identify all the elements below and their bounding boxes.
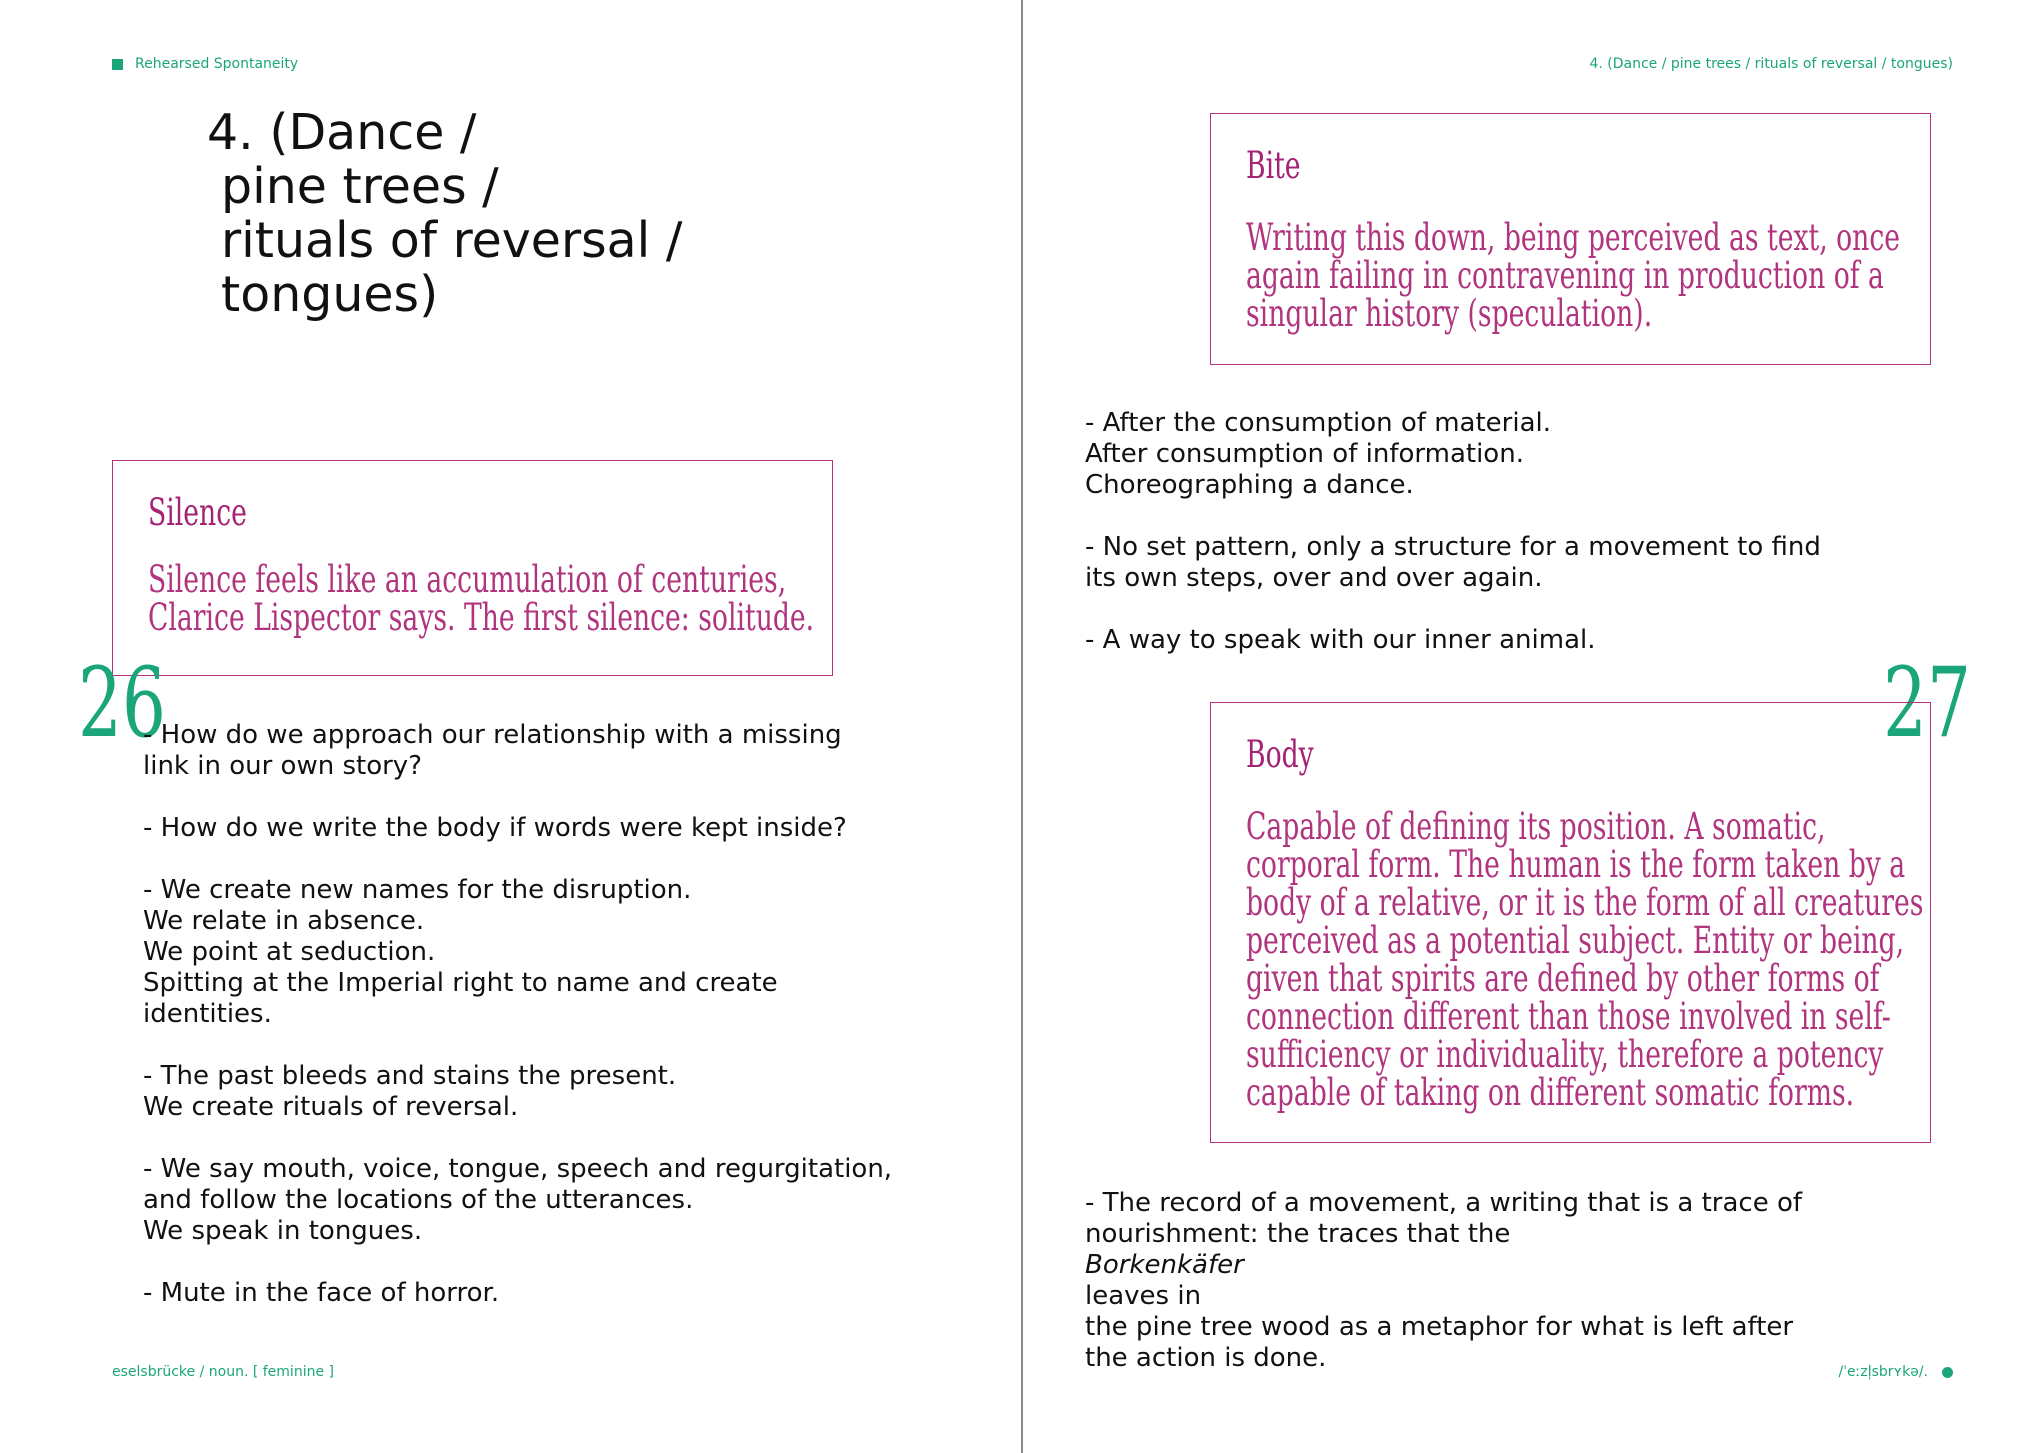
silence-box-line: Clarice Lispector says. The first silence: solitude. [148,596,815,639]
paragraph [143,1154,892,1247]
body-box-title: Body [1246,733,1314,776]
text-line: - The record of a movement, a writing that is a trace of [1085,1188,1803,1218]
paragraph [143,875,892,1030]
running-header-left-text: Rehearsed Spontaneity [135,56,299,72]
text-line: Spitting at the Imperial right to name and create [143,968,778,998]
text-line: We point at seduction. [143,937,436,967]
text-line [1085,1219,1802,1312]
silence-box [112,460,833,676]
text-line: - A way to speak with our inner animal. [1085,625,1596,655]
left-page [0,0,1021,1453]
paragraph [143,1061,892,1123]
bite-box-line: Writing this down, being perceived as text, once [1246,216,1901,259]
text-line: identities. [143,999,272,1029]
paragraph [143,813,892,844]
bite-box-line: again failing in contravening in production of a [1246,254,1884,297]
bite-box-title: Bite [1246,144,1301,187]
text-line: We create rituals of reversal. [143,1092,519,1122]
silence-box-line: Silence feels like an accumulation of centuries, [148,558,787,601]
text-line: - How do we approach our relationship with a missing [143,720,842,750]
square-bullet-icon [112,59,123,70]
bite-box-text [1246,216,1901,335]
paragraph [1085,625,1821,656]
body-box-line: perceived as a potential subject. Entity or being, [1246,919,1905,962]
chapter-title [207,106,682,322]
dot-icon [1942,1367,1953,1378]
italic-term: Borkenkäfer [1085,1250,1244,1280]
text-line: We speak in tongues. [143,1216,423,1246]
text-line: After consumption of information. [1085,439,1524,469]
body-box-line: body of a relative, or it is the form of all creatures [1246,881,1924,924]
running-header-left [112,56,298,72]
footer-left: eselsbrücke / noun. [ feminine ] [112,1364,334,1380]
chapter-title-line: rituals of reversal / [221,212,683,269]
silence-box-title: Silence [148,491,247,534]
right-body-text [1085,408,1821,687]
body-box [1210,702,1931,1143]
body-box-line: capable of taking on different somatic forms. [1246,1071,1855,1114]
right-page [1023,0,2043,1453]
running-header-right: 4. (Dance / pine trees / rituals of reversal / tongues) [1589,56,1953,72]
body-box-line: corporal form. The human is the form taken by a [1246,843,1906,886]
text-line: - We say mouth, voice, tongue, speech and regurgitation, [143,1154,893,1184]
silence-box-text [148,558,815,639]
footer-right [1838,1364,1953,1380]
text-line: - No set pattern, only a structure for a movement to find [1085,532,1821,562]
text-segment: leaves in [1085,1281,1202,1311]
final-paragraph-block [1085,1188,1802,1405]
body-box-line: sufficiency or individuality, therefore a potency [1246,1033,1884,1076]
text-line: Choreographing a dance. [1085,470,1414,500]
chapter-title-line: tongues) [221,266,439,323]
text-line: its own steps, over and over again. [1085,563,1543,593]
body-box-text [1246,805,1924,1114]
page-number-right: 27 [1883,647,1971,759]
page-number-left: 26 [78,647,166,759]
text-line: - The past bleeds and stains the present. [143,1061,677,1091]
body-box-line: given that spirits are defined by other forms of [1246,957,1880,1000]
bite-box-line: singular history (speculation). [1246,292,1653,335]
text-line: - How do we write the body if words were kept inside? [143,813,847,843]
text-line: - After the consumption of material. [1085,408,1551,438]
text-line: link in our own story? [143,751,422,781]
chapter-title-line: 4. (Dance / [207,104,477,161]
left-body-text [143,720,892,1340]
footer-right-text: /ˈeːzl̩sbrʏkə/. [1838,1364,1928,1380]
paragraph [143,1278,892,1309]
text-segment: nourishment: the traces that the [1085,1219,1511,1249]
body-box-line: Capable of defining its position. A somatic, [1246,805,1826,848]
text-line: the pine tree wood as a metaphor for what is left after [1085,1312,1794,1342]
text-line: the action is done. [1085,1343,1327,1373]
paragraph [1085,408,1821,501]
bite-box [1210,113,1931,365]
paragraph [143,720,892,782]
text-line: We relate in absence. [143,906,425,936]
text-line: - We create new names for the disruption. [143,875,692,905]
body-box-line: connection different than those involved in self- [1246,995,1891,1038]
paragraph [1085,1188,1802,1374]
text-line: and follow the locations of the utterances. [143,1185,694,1215]
chapter-title-line: pine trees / [221,158,499,215]
paragraph [1085,532,1821,594]
text-line: - Mute in the face of horror. [143,1278,500,1308]
